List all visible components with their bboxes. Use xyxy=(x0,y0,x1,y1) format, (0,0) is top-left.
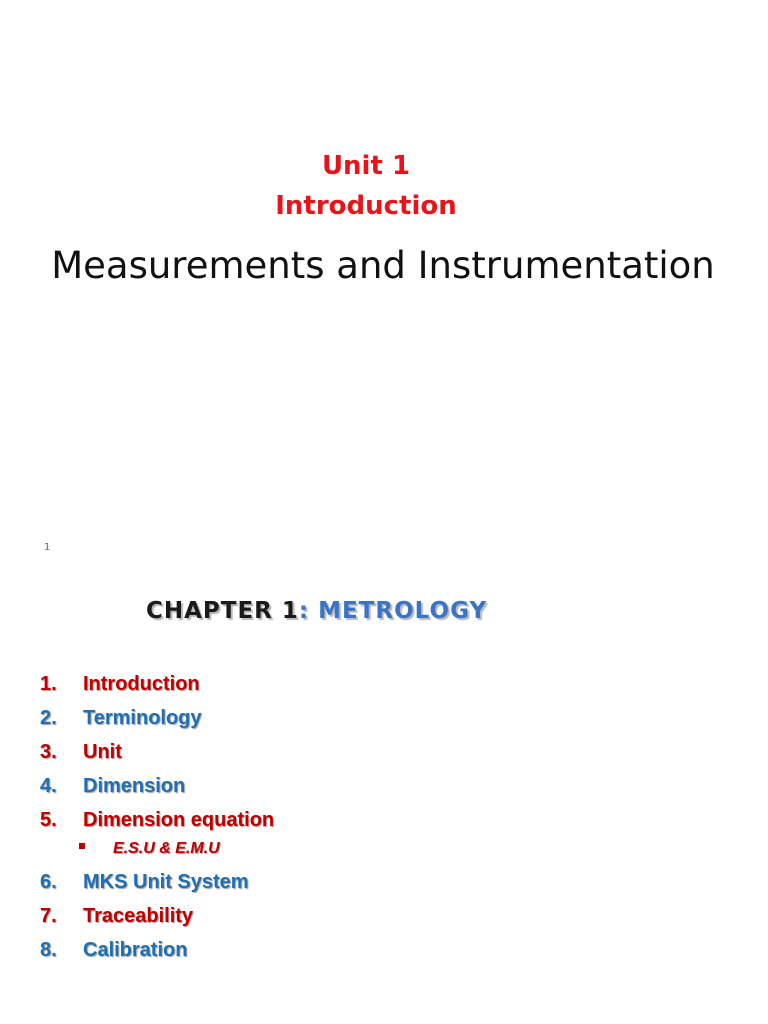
chapter-number: CHAPTER 1 xyxy=(146,598,299,624)
course-title: Measurements and Instrumentation xyxy=(51,244,715,287)
list-item-number: 8. xyxy=(40,939,57,961)
section-label: Introduction xyxy=(275,191,457,221)
list-item-label: Introduction xyxy=(83,673,200,695)
sub-list-item-label: E.S.U & E.M.U xyxy=(113,840,220,857)
sub-list-item xyxy=(79,838,220,860)
page-number: 1 xyxy=(44,542,51,553)
list-item-number: 4. xyxy=(40,775,57,797)
list-item-number: 3. xyxy=(40,741,57,763)
list-item-number: 6. xyxy=(40,871,57,893)
list-item-label: Dimension equation xyxy=(83,809,275,831)
list-item xyxy=(40,934,187,966)
list-item xyxy=(40,668,200,700)
list-item-number: 2. xyxy=(40,707,57,729)
list-item-label: Terminology xyxy=(83,707,202,729)
square-bullet-icon xyxy=(79,843,85,849)
list-item-label: Unit xyxy=(83,741,122,763)
list-item xyxy=(40,770,185,802)
list-item-label: MKS Unit System xyxy=(83,871,249,893)
list-item xyxy=(40,736,122,768)
chapter-topic: : METROLOGY xyxy=(298,598,488,624)
unit-label: Unit 1 xyxy=(321,151,411,181)
list-item xyxy=(40,900,193,932)
list-item-number: 5. xyxy=(40,809,57,831)
list-item-number: 7. xyxy=(40,905,57,927)
list-item xyxy=(40,804,274,836)
list-item xyxy=(40,702,202,734)
chapter-heading xyxy=(146,598,487,624)
list-item-label: Dimension xyxy=(83,775,186,797)
list-item xyxy=(40,866,249,898)
list-item-label: Calibration xyxy=(83,939,188,961)
list-item-number: 1. xyxy=(40,673,57,695)
list-item-label: Traceability xyxy=(83,905,194,927)
